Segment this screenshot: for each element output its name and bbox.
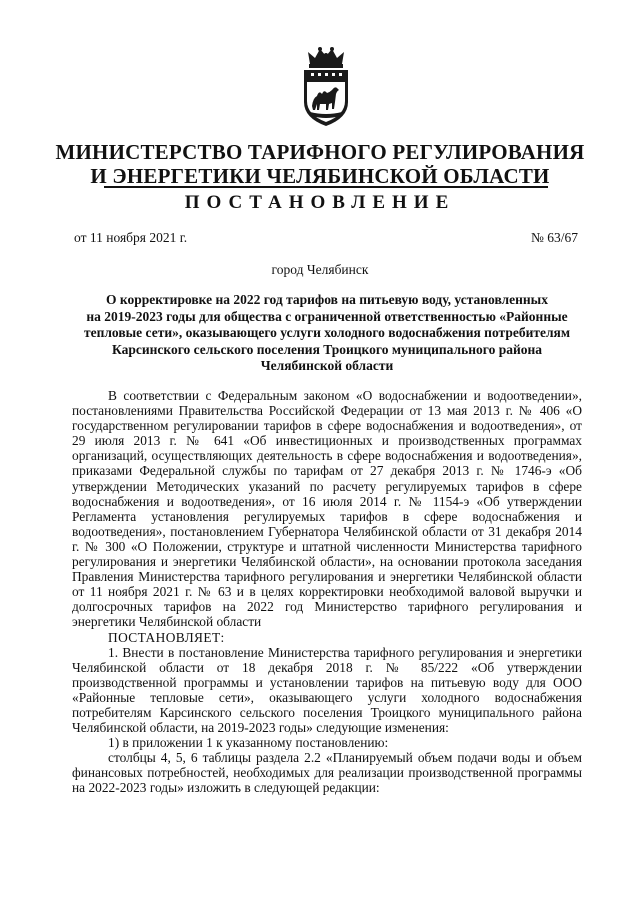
item-1-paragraph: 1. Внести в постановление Министерства тарифного регулирования и энергетики Челябинской области от 18 декабря 2018 г. № 85/222 «Об утверждении производственной программы и установлении тарифов на питьевую воду для ООО «Районные тепловые сети», оказывающего услуги холодного водоснабжения потребителям Карсинского сельского поселения Троицкого муниципального района Челябинской области, на 2019-2023 годы» следующие изменения: xyxy=(72,644,582,736)
document-body xyxy=(72,388,582,796)
city: город Челябинск xyxy=(271,262,369,277)
document-date: от 11 ноября 2021 г. xyxy=(74,230,188,245)
ministry-name-line-1: МИНИСТЕРСТВО ТАРИФНОГО РЕГУЛИРОВАНИЯ xyxy=(55,140,585,164)
item-1-subitem-1: 1) в приложении 1 к указанному постановлению: xyxy=(108,735,389,751)
ministry-name-line-2: И ЭНЕРГЕТИКИ ЧЕЛЯБИНСКОЙ ОБЛАСТИ xyxy=(90,164,550,188)
resolution-heading: ПОСТАНОВЛЯЕТ: xyxy=(108,629,225,645)
header-divider xyxy=(104,186,548,188)
chelyabinsk-coat-of-arms-icon xyxy=(298,46,354,128)
document-subject xyxy=(74,292,580,375)
item-1-subitem-1-text: столбцы 4, 5, 6 таблицы раздела 2.2 «Планируемый объем подачи воды и объем финансовых потребностей, необходимых для реализации производственной программы на 2022-2023 годы» изложить в следующей редакции: xyxy=(72,750,582,796)
subject-line-2: на 2019-2023 годы для общества с ограниченной ответственностью «Районные xyxy=(86,308,568,324)
document-number: № 63/67 xyxy=(530,230,578,245)
subject-line-3: тепловые сети», оказывающего услуги холодного водоснабжения потребителям xyxy=(83,325,571,340)
subject-line-4: Карсинского сельского поселения Троицкого муниципального района xyxy=(111,341,543,357)
document-type: ПОСТАНОВЛЕНИЕ xyxy=(184,192,456,213)
subject-line-1: О корректировке на 2022 год тарифов на питьевую воду, установленных xyxy=(106,292,548,307)
subject-line-5: Челябинской области xyxy=(260,358,394,373)
ministry-name xyxy=(0,140,640,188)
preamble-paragraph: В соответствии с Федеральным законом «О водоснабжении и водоотведении», постановлениями Правительства Российской Федерации от 13 мая 2013 г. № 406 «О государственном регулировании тарифов в сфере водоснабжения и водоотведения», от 29 июля 2013 г. № 641 «Об инвестиционных и производственных программах организаций, осуществляющих деятельность в сфере водоснабжения и водоотведения», приказами Федеральной службы по тарифам от 27 декабря 2013 г. № 1746-э «Об утверждении Методических указаний по расчету регулируемых тарифов в сфере водоснабжения и водоотведения», от 16 июля 2014 г. № 1154-э «Об утверждении Регламента установления регулируемых тарифов в сфере водоснабжения и водоотведения», постановлением Губернатора Челябинской области от 31 декабря 2014 г. № 300 «О Положении, структуре и штатной численности Министерства тарифного регулирования и энергетики Челябинской области», на основании протокола заседания Правления Министерства тарифного регулирования и энергетики Челябинской области от 11 ноября 2021 г. № 63 и в целях корректировки необходимой валовой выручки и долгосрочных тарифов на 2022 год Министерство тарифного регулирования и энергетики Челябинской области xyxy=(72,388,582,630)
